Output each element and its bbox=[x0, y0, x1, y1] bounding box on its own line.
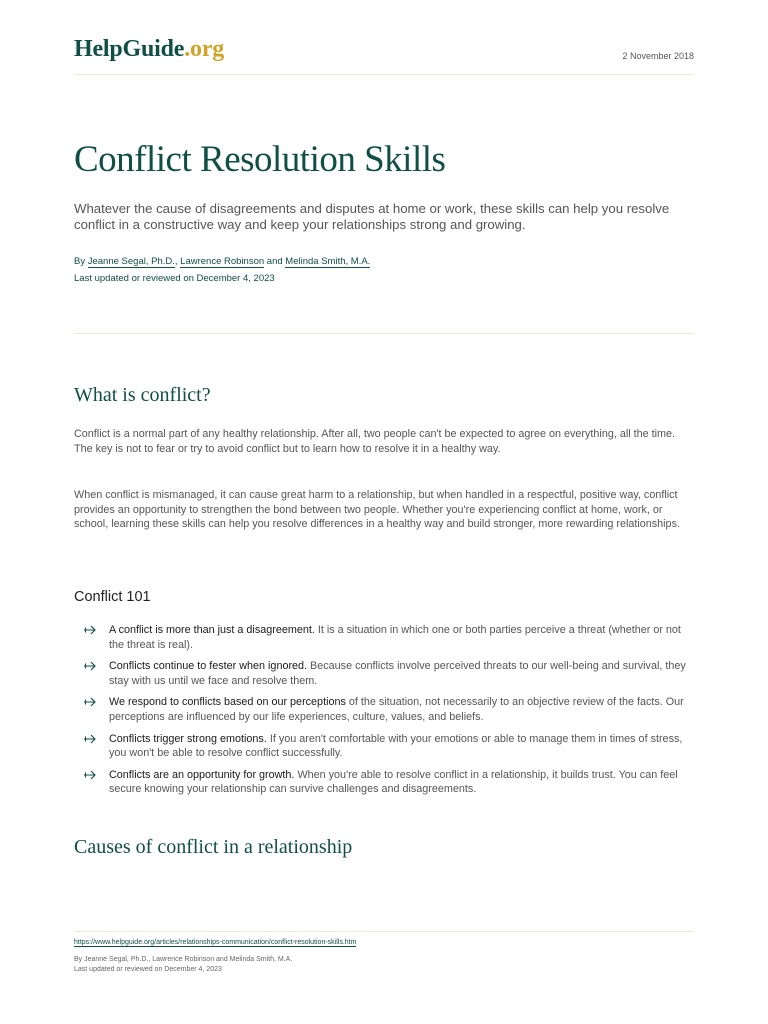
paragraph-conflict-mismanaged: When conflict is mismanaged, it can cause great harm to a relationship, but when handled in a respectful, positive way, conflict provides an opportunity to strengthen the bond between two people. Whether you're experiencing conflict at home, work, or school, learning these skills can help you resolve differences in a healthy way and build stronger, more rewarding relationships. bbox=[74, 489, 680, 531]
heading-what-is-conflict: What is conflict? bbox=[74, 384, 211, 406]
arrow-right-icon bbox=[83, 695, 97, 709]
author-link-segal[interactable]: Jeanne Segal, Ph.D. bbox=[87, 256, 175, 267]
section-divider bbox=[74, 333, 694, 334]
list-item-text: If you aren't comfortable with your emotions or able to manage them in times of stress, you won't be able to resolve conflict successfully. bbox=[109, 732, 683, 760]
list-item-lead: Conflicts trigger strong emotions. bbox=[109, 732, 267, 745]
byline-prefix: By bbox=[74, 256, 86, 267]
author-link-robinson[interactable]: Lawrence Robinson bbox=[180, 256, 265, 267]
list-item bbox=[83, 695, 694, 724]
list-item-text: When you're able to resolve conflict in a relationship, it builds trust. You can feel secure knowing your relationship can survive challenges and disagreements. bbox=[109, 768, 678, 796]
list-item-lead: Conflicts are an opportunity for growth. bbox=[109, 768, 295, 781]
list-item-text: Because conflicts involve perceived threats to our well-being and survival, they stay with us until we face and resolve them. bbox=[109, 660, 686, 687]
arrow-right-icon bbox=[83, 732, 97, 746]
logo-suffix: .org bbox=[184, 36, 225, 62]
arrow-right-icon bbox=[83, 623, 97, 637]
article-title: Conflict Resolution Skills bbox=[74, 139, 446, 180]
author-link-smith[interactable]: Melinda Smith, M.A. bbox=[285, 256, 371, 267]
list-item-text: of the situation, not necessarily to an objective review of the facts. Our perceptions are influenced by our life experiences, culture, values, and beliefs. bbox=[109, 696, 684, 723]
conflict-101-list bbox=[83, 623, 694, 804]
logo-main: HelpGuide bbox=[74, 36, 185, 62]
list-item-lead: We respond to conflicts based on our perceptions bbox=[109, 696, 346, 709]
author-separator-and: and bbox=[266, 256, 283, 267]
list-item bbox=[83, 623, 694, 652]
footer-updated: Last updated or reviewed on December 4, 2023 bbox=[74, 966, 222, 973]
heading-conflict-101: Conflict 101 bbox=[74, 589, 151, 605]
paragraph-conflict-normal: Conflict is a normal part of any healthy relationship. After all, two people can't be expected to agree on everything, all the time. The key is not to fear or try to avoid conflict but to learn how to resolve it in a healthy way. bbox=[74, 428, 676, 455]
list-item bbox=[83, 659, 694, 688]
author-separator: , bbox=[174, 256, 178, 267]
list-item-lead: Conflicts continue to fester when ignored. bbox=[109, 660, 308, 673]
list-item bbox=[83, 768, 694, 797]
arrow-right-icon bbox=[83, 768, 97, 782]
page-footer bbox=[74, 931, 694, 932]
helpguide-logo[interactable] bbox=[74, 36, 224, 63]
print-date: 2 November 2018 bbox=[622, 51, 694, 61]
list-item-text: It is a situation in which one or both parties perceive a threat (whether or not the threat is real). bbox=[109, 624, 681, 651]
last-updated: Last updated or reviewed on December 4, 2023 bbox=[74, 273, 275, 284]
heading-causes-of-conflict: Causes of conflict in a relationship bbox=[74, 836, 353, 858]
footer-authors: By Jeanne Segal, Ph.D., Lawrence Robinson and Melinda Smith, M.A. bbox=[74, 956, 293, 963]
arrow-right-icon bbox=[83, 659, 97, 673]
byline bbox=[74, 256, 370, 267]
page-header bbox=[74, 36, 694, 75]
article-intro: Whatever the cause of disagreements and disputes at home or work, these skills can help you resolve conflict in a constructive way and keep your relationships strong and growing. bbox=[74, 201, 670, 232]
list-item-lead: A conflict is more than just a disagreement. bbox=[109, 624, 315, 636]
footer-url-link[interactable]: https://www.helpguide.org/articles/relationships-communication/conflict-resolution-skills.htm bbox=[74, 939, 357, 946]
list-item bbox=[83, 732, 694, 761]
